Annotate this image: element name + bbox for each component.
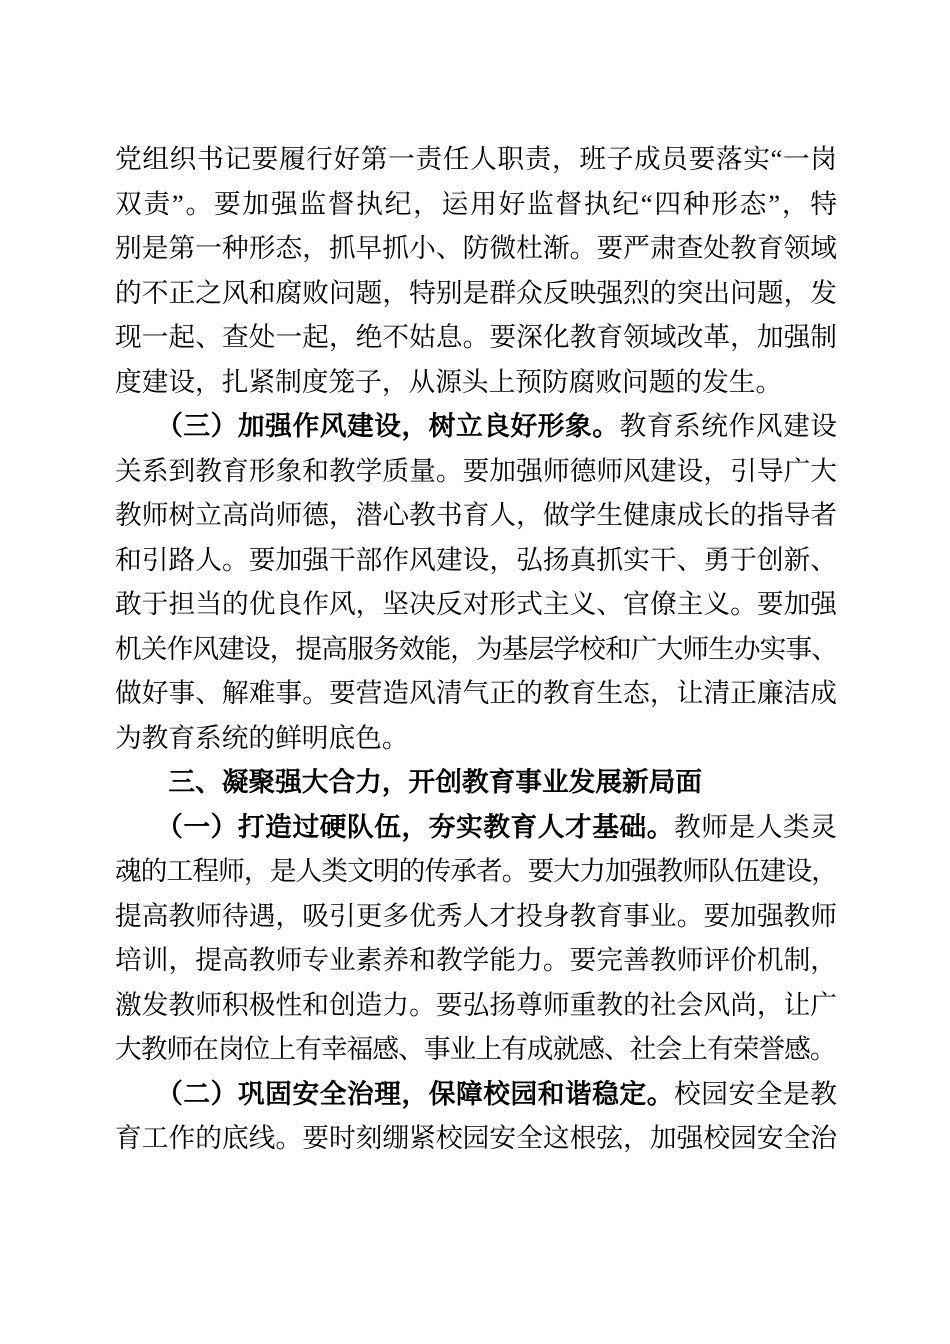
body-text: 魂的工程师，是人类文明的传承者。要大力加强教师队伍建设， [115,856,837,886]
text-line [115,716,837,761]
body-text: 现一起、查处一起，绝不姑息。要深化教育领域改革，加强制 [115,322,837,352]
text-line [115,137,837,182]
heading-text: 三、凝聚强大合力，开创教育事业发展新局面 [115,767,703,797]
body-text: 做好事、解难事。要营造风清气正的教育生态，让清正廉洁成 [115,678,837,708]
body-text: 教育系统作风建设 [619,411,837,441]
text-line [115,493,837,538]
text-line [115,182,837,227]
text-line [115,538,837,583]
text-line [115,226,837,271]
body-text: 机关作风建设，提高服务效能，为基层学校和广大师生办实事、 [115,633,837,664]
body-text: 为教育系统的鲜明底色。 [115,722,409,753]
text-line [115,1116,837,1161]
text-line [115,627,837,672]
body-text: 党组织书记要履行好第一责任人职责，班子成员要落实“一岗 [115,144,837,174]
document-body [115,137,837,1161]
text-line [115,360,837,405]
body-text: 的不正之风和腐败问题，特别是群众反映强烈的突出问题，发 [115,277,837,308]
section-heading-line [115,760,837,805]
body-text: 培训，提高教师专业素养和教学能力。要完善教师评价机制， [115,945,837,975]
body-text: 提高教师待遇，吸引更多优秀人才投身教育事业。要加强教师 [115,900,837,931]
text-line [115,1027,837,1072]
body-text: 度建设，扎紧制度笼子，从源头上预防腐败问题的发生。 [115,366,783,397]
text-line [115,271,837,316]
text-line [115,849,837,894]
bold-lead-text: （三）加强作风建设，树立良好形象。 [115,411,620,441]
text-line [115,404,837,449]
text-line [115,582,837,627]
body-text: 双责”。要加强监督执纪，运用好监督执纪“四种形态”，特 [115,188,837,219]
text-line [115,315,837,360]
body-text: 和引路人。要加强干部作风建设，弘扬真抓实干、勇于创新、 [115,544,837,575]
text-line [115,894,837,939]
body-text: 别是第一种形态，抓早抓小、防微杜渐。要严肃查处教育领域 [115,233,837,263]
body-text: 育工作的底线。要时刻绷紧校园安全这根弦，加强校园安全治 [115,1123,837,1153]
bold-lead-text: （二）巩固安全治理，保障校园和谐稳定。 [115,1078,675,1109]
body-text: 校园安全是教 [674,1078,837,1109]
body-text: 敢于担当的优良作风，坚决反对形式主义、官僚主义。要加强 [115,589,837,619]
body-text: 教师树立高尚师德，潜心教书育人，做学生健康成长的指导者 [115,500,837,530]
body-text: 大教师在岗位上有幸福感、事业上有成就感、社会上有荣誉感。 [115,1034,836,1064]
text-line [115,805,837,850]
bold-lead-text: （一）打造过硬队伍，夯实教育人才基础。 [115,811,675,842]
text-line [115,671,837,716]
text-line [115,1072,837,1117]
body-text: 教师是人类灵 [674,811,837,842]
text-line [115,938,837,983]
text-line [115,983,837,1028]
body-text: 关系到教育形象和教学质量。要加强师德师风建设，引导广大 [115,455,837,486]
text-line [115,449,837,494]
body-text: 激发教师积极性和创造力。要弘扬尊师重教的社会风尚，让广 [115,989,837,1020]
